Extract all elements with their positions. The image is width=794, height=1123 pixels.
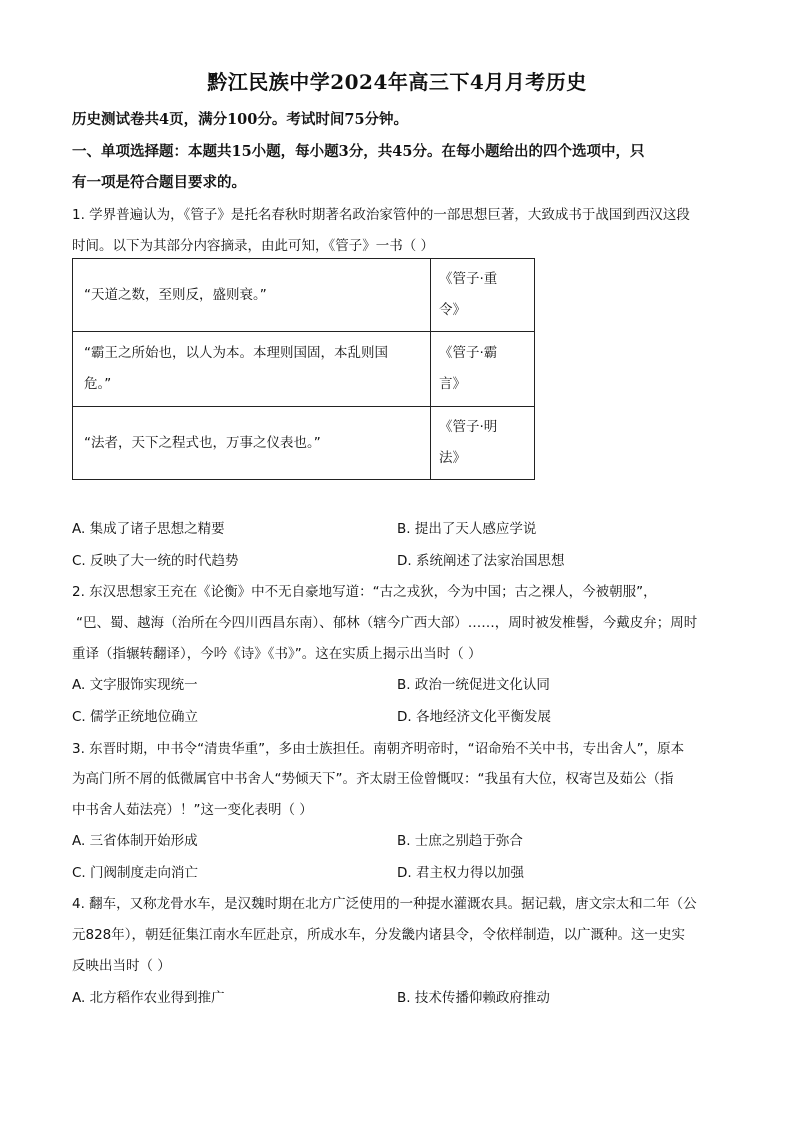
section-heading-line2: 有一项是符合题目要求的。 [72,174,246,191]
q3-option-b[interactable]: B. 士庶之别趋于弥合 [397,833,523,849]
table-row [73,259,535,332]
q4-stem-line2: 元828年），朝廷征集江南水车匠赴京，所成水车，分发畿内诸县令，令依样制造，以广溉种。这一史实 [72,927,686,943]
q3-option-c[interactable]: C. 门阀制度走向消亡 [72,865,199,881]
q1-option-c[interactable]: C. 反映了大一统的时代趋势 [72,553,239,569]
q1-option-a[interactable]: A. 集成了诸子思想之精要 [72,521,225,537]
quote-cell [73,332,431,407]
section-heading-line1: 一、单项选择题：本题共15小题，每小题3分，共45分。在每小题给出的四个选项中，只 [72,143,645,160]
q3-stem-line1: 3. 东晋时期，中书令“清贵华重”，多由士族担任。南朝齐明帝时，“诏命殆不关中书，专出舍人”，原本 [72,741,685,757]
q1-option-b[interactable]: B. 提出了天人感应学说 [397,521,537,537]
q1-stem-line2: 时间。以下为其部分内容摘录，由此可知，《管子》一书（ ） [72,238,435,254]
source-cell [431,407,535,480]
quote-line: 危。” [84,376,112,392]
q1-stem-line1: 1. 学界普遍认为，《管子》是托名春秋时期著名政治家管仲的一部思想巨著，大致成书于战国到西汉这段 [72,207,690,223]
quote-cell: “天道之数，至则反，盛则衰。” [73,259,431,332]
q1-excerpt-table [72,258,535,480]
q1-option-d[interactable]: D. 系统阐述了法家治国思想 [397,553,565,569]
source-cell [431,332,535,407]
exam-intro: 历史测试卷共4页，满分100分。考试时间75分钟。 [72,111,409,128]
table-row [73,332,535,407]
q3-option-a[interactable]: A. 三省体制开始形成 [72,833,198,849]
source-line: 《管子·明 [439,419,498,435]
q2-stem-line3: 重译（指辗转翻译），今吟《诗》《书》”。这在实质上揭示出当时（ ） [72,646,482,662]
source-line: 言》 [439,376,466,392]
q2-option-c[interactable]: C. 儒学正统地位确立 [72,709,199,725]
q2-option-d[interactable]: D. 各地经济文化平衡发展 [397,709,551,725]
q4-option-a[interactable]: A. 北方稻作农业得到推广 [72,990,225,1006]
q2-option-b[interactable]: B. 政治一统促进文化认同 [397,677,550,693]
table-row [73,407,535,480]
quote-line: “霸王之所始也，以人为本。本理则国固，本乱则国 [84,345,388,361]
source-line: 《管子·重 [439,271,498,287]
q4-option-b[interactable]: B. 技术传播仰赖政府推动 [397,990,550,1006]
q4-stem-line1: 4. 翻车，又称龙骨水车，是汉魏时期在北方广泛使用的一种提水灌溉农具。据记载，唐文宗太和二年（公 [72,896,697,912]
q3-stem-line2: 为高门所不屑的低微属官中书舍人“势倾天下”。齐太尉王俭曾慨叹：“我虽有大位，权寄岂及茹公（指 [72,771,674,787]
q2-stem-line2: “巴、蜀、越海（治所在今四川西昌东南）、郁林（辖今广西大部）……，周时被发椎髻，今戴皮弁；周时 [76,615,698,631]
source-line: 法》 [439,450,466,466]
quote-cell: “法者，天下之程式也，万事之仪表也。” [73,407,431,480]
q3-stem-line3: 中书舍人茹法亮）！”这一变化表明（ ） [72,802,313,818]
q3-option-d[interactable]: D. 君主权力得以加强 [397,865,524,881]
q2-stem-line1: 2. 东汉思想家王充在《论衡》中不无自豪地写道：“古之戎狄，今为中国；古之裸人，今被朝服”， [72,584,657,600]
page-title: 黔江民族中学2024年高三下4月月考历史 [207,70,587,94]
q2-option-a[interactable]: A. 文字服饰实现统一 [72,677,198,693]
source-line: 《管子·霸 [439,345,498,361]
source-line: 令》 [439,302,466,318]
q4-stem-line3: 反映出当时（ ） [72,958,171,974]
source-cell [431,259,535,332]
